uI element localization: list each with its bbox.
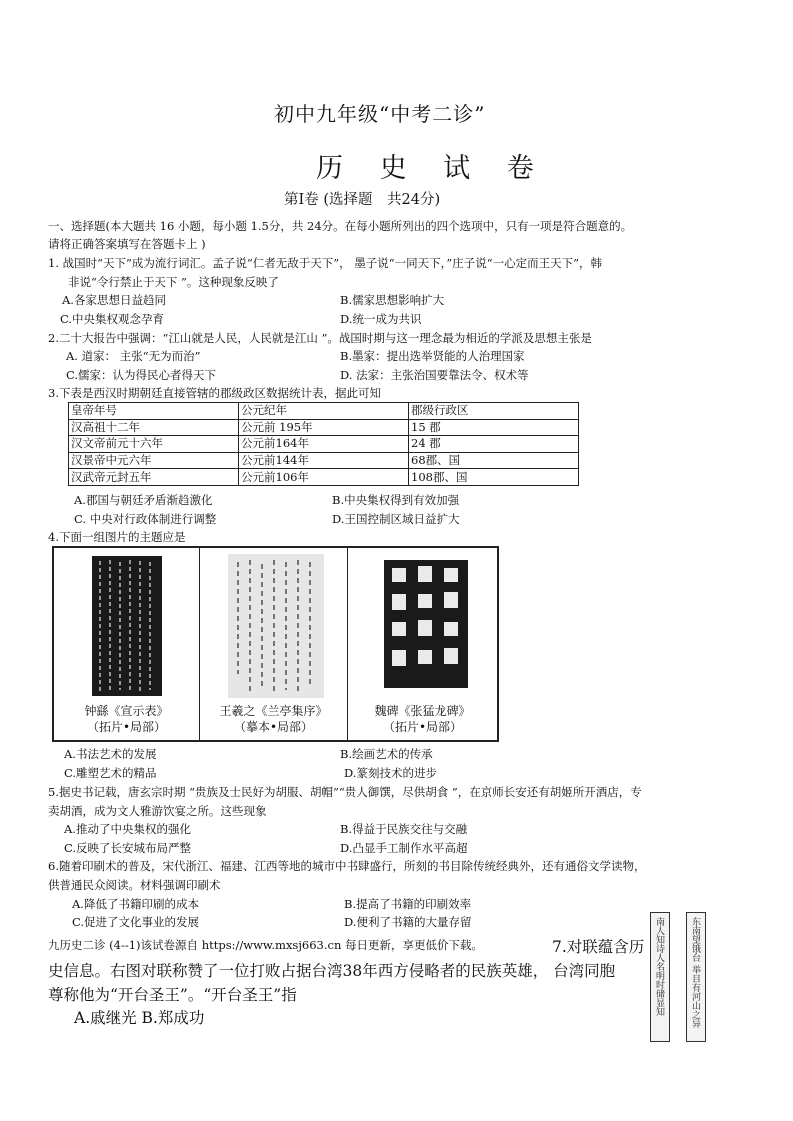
q6-option-a: A.降低了书籍印刷的成本 <box>72 897 199 911</box>
table-header-cell: 郡级行政区 <box>409 403 579 420</box>
q3-option-a: A.郡国与朝廷矛盾渐趋激化 <box>74 493 213 507</box>
table-row <box>69 419 579 436</box>
q1-option-d: D.统一成为共识 <box>340 312 422 326</box>
calligraphy-image-3 <box>348 548 497 740</box>
q4-stem: 4.下面一组图片的主题应是 <box>48 530 186 544</box>
q7-options-ab: A.戚继光 B.郑成功 <box>74 1009 205 1027</box>
manuscript-texture <box>228 554 324 698</box>
q4-option-b: B.绘画艺术的传承 <box>340 747 433 761</box>
q5-option-b: B.得益于民族交往与交融 <box>340 822 468 836</box>
couplet-right-scroll <box>686 912 706 1042</box>
q5-option-d: D.凸显手工制作水平高超 <box>340 841 468 855</box>
q3-option-d: D.王国控制区域日益扩大 <box>332 512 460 526</box>
table-cell: 汉武帝元封五年 <box>69 469 239 486</box>
table-cell: 公元前 195年 <box>239 419 409 436</box>
calligraphy-image-2 <box>200 548 348 740</box>
part-title: 第Ⅰ卷 (选择题 共24分) <box>284 192 441 208</box>
exam-name: 初中九年级“中考二诊” <box>274 102 486 126</box>
q4-option-d: D.篆刻技术的进步 <box>344 766 437 780</box>
table-cell: 24 郡 <box>409 436 579 453</box>
caption-2-note: （摹本•局部） <box>233 720 314 734</box>
q3-stem: 3.下表是西汉时期朝廷直接管辖的郡级政区数据统计表，据此可知 <box>48 386 381 400</box>
stele-texture <box>384 560 468 688</box>
q7-stem: 7.对联蕴含历 <box>552 938 645 956</box>
q6-option-b: B.提高了书籍的印刷效率 <box>344 897 472 911</box>
q7-stem-cont: 史信息。右图对联称赞了一位打败占据台湾38年西方侵略者的民族英雄， 台湾同胞 <box>48 962 616 980</box>
q6-option-c: C.促进了文化事业的发展 <box>72 915 200 929</box>
couplet-left-scroll <box>650 912 670 1042</box>
q1-option-c: C.中央集权观念孕育 <box>60 312 165 326</box>
q5-option-a: A.推动了中央集权的强化 <box>64 822 191 836</box>
q2-option-d: D. 法家：主张治国要靠法令、权术等 <box>340 368 529 382</box>
exam-subject-title: 历 史 试 卷 <box>316 153 548 184</box>
table-row <box>69 469 579 486</box>
caption-1-title: 钟繇《宣示表》 <box>84 704 169 718</box>
q2-option-b: B.墨家：提出选举贤能的人治理国家 <box>340 349 525 363</box>
table-cell: 公元前164年 <box>239 436 409 453</box>
q5-option-c: C.反映了长安城布局严整 <box>64 841 192 855</box>
table-cell: 68郡、国 <box>409 452 579 469</box>
q1-stem-cont: 非说“令行禁止于天下 ”。这种现象反映了 <box>68 275 279 289</box>
calligraphy-image-1 <box>54 548 200 740</box>
q2-option-c: C.儒家：认为得民心者得天下 <box>66 368 217 382</box>
q4-option-a: A.书法艺术的发展 <box>64 747 157 761</box>
table-cell: 公元前106年 <box>239 469 409 486</box>
q1-option-b: B.儒家思想影响扩大 <box>340 293 445 307</box>
q6-stem-cont: 供普通民众阅读。材料强调印刷术 <box>48 878 221 892</box>
q6-option-d: D.便利了书籍的大量存留 <box>344 915 472 929</box>
table-row <box>69 436 579 453</box>
q5-stem-cont: 卖胡酒，成为文人雅游饮宴之所。这些现象 <box>48 804 267 818</box>
table-row <box>69 452 579 469</box>
couplet-right-text: 东南望饿台 举目有河山之异 <box>690 917 700 1028</box>
q1-stem: 1. 战国时“天下”成为流行词汇。孟子说“仁者无敌于天下”， 墨子说“一同天下，”庄子说“一心定而王天下”，韩 <box>48 256 603 270</box>
table-header-row <box>69 403 579 420</box>
q7-stem-cont-2: 尊称他为“开台圣王”。“开台圣王”指 <box>48 986 297 1004</box>
caption-2-title: 王羲之《兰亭集序》 <box>219 704 328 718</box>
q1-option-a: A.各家思想日益趋同 <box>62 293 166 307</box>
rubbing-image <box>92 556 162 696</box>
calligraphy-image-group <box>52 546 499 742</box>
q2-option-a: A. 道家： 主张“无为而治” <box>66 349 201 363</box>
stele-rubbing-image <box>384 560 468 688</box>
q5-stem: 5.据史书记载，唐玄宗时期 “贵族及士民好为胡服、胡帽”“贵人御馔，尽供胡食 ”，在京师长安还有胡姬所开酒店，专 <box>48 785 642 799</box>
q6-stem: 6.随着印刷术的普及，宋代浙江、福建、江西等地的城市中书肆盛行，所刻的书目除传统经典外，还有通俗文学读物， <box>48 859 646 873</box>
table-header-cell: 公元纪年 <box>239 403 409 420</box>
rubbing-texture <box>92 556 162 696</box>
q3-option-b: B.中央集权得到有效加强 <box>332 493 460 507</box>
table-cell: 汉景帝中元六年 <box>69 452 239 469</box>
instructions-line-2: 请将正确答案填写在答题卡上 ) <box>48 237 206 251</box>
table-cell: 15 郡 <box>409 419 579 436</box>
caption-3-title: 魏碑《张猛龙碑》 <box>374 704 471 718</box>
q4-option-c: C.雕塑艺术的精品 <box>64 766 157 780</box>
q3-data-table <box>68 402 579 486</box>
q3-option-c: C. 中央对行政体制进行调整 <box>74 512 217 526</box>
table-cell: 汉高祖十二年 <box>69 419 239 436</box>
couplet-left-text: 南人知诗人名明时储显知 <box>654 917 664 1016</box>
instructions-line-1: 一、选择题(本大题共 16 小题，每小题 1.5分，共 24分。在每小题所列出的四个选项中，只有一项是符合题意的。 <box>48 219 633 233</box>
table-cell: 汉文帝前元十六年 <box>69 436 239 453</box>
table-cell: 公元前144年 <box>239 452 409 469</box>
caption-1-note: （拓片•局部） <box>86 720 167 734</box>
table-cell: 108郡、国 <box>409 469 579 486</box>
source-watermark: 九历史二诊 (4--1)该试卷源自 https://www.mxsj663.cn 每日更新，享更低价下载。 <box>48 938 484 952</box>
manuscript-image <box>228 554 324 698</box>
q2-stem: 2.二十大报告中强调：“江山就是人民，人民就是江山 ”。战国时期与这一理念最为相近的学派及思想主张是 <box>48 331 592 345</box>
caption-3-note: （拓片•局部） <box>382 720 463 734</box>
table-header-cell: 皇帝年号 <box>69 403 239 420</box>
